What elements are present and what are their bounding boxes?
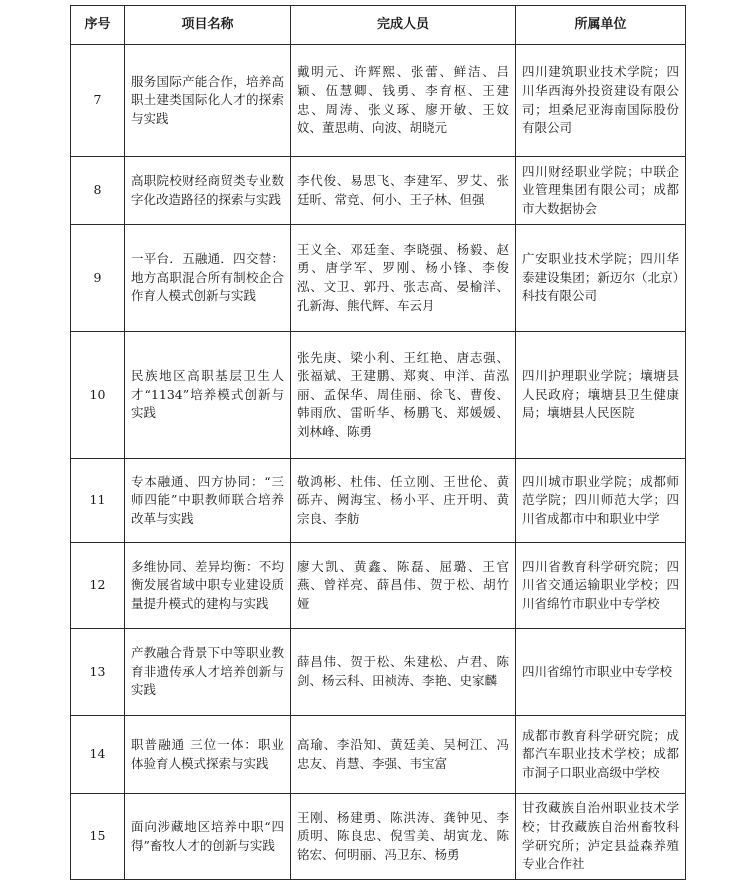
project-units: 四川省绵竹市职业中专学校 (516, 629, 686, 716)
awards-table (70, 5, 686, 880)
project-members: 廖大凯、黄鑫、陈磊、屈璐、王官燕、曾祥亮、薛昌伟、贺于松、胡竹娅 (291, 543, 516, 629)
row-number: 14 (71, 716, 125, 794)
project-name: 一平台．五融通．四交替：地方高职混合所有制校企合作育人模式创新与实践 (125, 225, 291, 332)
project-name: 民族地区高职基层卫生人才“1134”培养模式创新与实践 (125, 332, 291, 459)
project-members: 王义全、邓廷奎、李晓强、杨毅、赵勇、唐学军、罗刚、杨小锋、李俊泓、文卫、郭丹、张志高、晏榆洋、孔新海、熊代辉、车云月 (291, 225, 516, 332)
row-number: 7 (71, 45, 125, 157)
project-members: 敬鸿彬、杜伟、任立刚、王世伦、黄砾卉、阙海宝、杨小平、庄开明、黄宗良、李舫 (291, 459, 516, 543)
table-row (71, 459, 686, 543)
project-name: 面向涉藏地区培养中职“四得”畜牧人才的创新与实践 (125, 794, 291, 880)
project-units: 四川城市职业学院；成都师范学院；四川师范大学；四川省成都市中和职业中学 (516, 459, 686, 543)
header-project-name: 项目名称 (125, 6, 291, 45)
header-row (71, 6, 686, 45)
table-row (71, 716, 686, 794)
project-name: 高职院校财经商贸类专业数字化改造路径的探索与实践 (125, 157, 291, 225)
project-name: 服务国际产能合作，培养高职土建类国际化人才的探索与实践 (125, 45, 291, 157)
table-row (71, 45, 686, 157)
table-row (71, 157, 686, 225)
project-members: 李代俊、易思飞、李建军、罗艾、张廷昕、常竞、何小、王子林、但强 (291, 157, 516, 225)
header-number: 序号 (71, 6, 125, 45)
project-units: 四川护理职业学院；壤塘县人民政府；壤塘县卫生健康局；壤塘县人民医院 (516, 332, 686, 459)
project-name: 多维协同、差异均衡：不均衡发展省域中职专业建设质量提升模式的建构与实践 (125, 543, 291, 629)
table-row (71, 543, 686, 629)
table-row (71, 332, 686, 459)
table-row (71, 225, 686, 332)
project-units: 四川财经职业学院；中联企业管理集团有限公司；成都市大数据协会 (516, 157, 686, 225)
project-units: 四川建筑职业技术学院；四川华西海外投资建设有限公司；坦桑尼亚海南国际股份有限公司 (516, 45, 686, 157)
project-members: 张先庚、梁小利、王红艳、唐志强、张福斌、王建鹏、郑爽、申洋、苗泓丽、孟保华、周佳丽、徐飞、曹俊、韩雨欣、雷昕华、杨鹏飞、郑媛媛、刘林峰、陈勇 (291, 332, 516, 459)
project-members: 高瑜、李沿知、黄廷美、吴柯江、冯忠友、肖慧、李强、韦宝富 (291, 716, 516, 794)
row-number: 9 (71, 225, 125, 332)
project-units: 甘孜藏族自治州职业技术学校；甘孜藏族自治州畜牧科学研究所；泸定县益森养殖专业合作社 (516, 794, 686, 880)
row-number: 15 (71, 794, 125, 880)
row-number: 8 (71, 157, 125, 225)
project-units: 成都市教育科学研究院；成都汽车职业技术学校；成都市洞子口职业高级中学校 (516, 716, 686, 794)
project-name: 专本融通、四方协同：“三师四能”中职教师联合培养改革与实践 (125, 459, 291, 543)
row-number: 13 (71, 629, 125, 716)
row-number: 12 (71, 543, 125, 629)
row-number: 11 (71, 459, 125, 543)
project-units: 广安职业技术学院；四川华泰建设集团；新迈尔（北京）科技有限公司 (516, 225, 686, 332)
header-units: 所属单位 (516, 6, 686, 45)
project-units: 四川省教育科学研究院；四川省交通运输职业学校；四川省绵竹市职业中专学校 (516, 543, 686, 629)
header-members: 完成人员 (291, 6, 516, 45)
project-members: 王刚、杨建勇、陈洪涛、龚钟见、李质明、陈良忠、倪雪美、胡寅龙、陈铭宏、何明丽、冯卫东、杨勇 (291, 794, 516, 880)
row-number: 10 (71, 332, 125, 459)
project-name: 产教融合背景下中等职业教育非遗传承人才培养创新与实践 (125, 629, 291, 716)
project-name: 职普融通 三位一体：职业体验育人模式探索与实践 (125, 716, 291, 794)
table-row (71, 629, 686, 716)
project-members: 薛昌伟、贺于松、朱建松、卢君、陈剑、杨云科、田祯涛、李艳、史家麟 (291, 629, 516, 716)
project-members: 戴明元、许辉熙、张蕾、鲜洁、吕颖、伍慧卿、钱勇、李育枢、王建忠、周涛、张义琢、廖开敏、王妏妏、董思萌、向波、胡晓元 (291, 45, 516, 157)
table-row (71, 794, 686, 880)
